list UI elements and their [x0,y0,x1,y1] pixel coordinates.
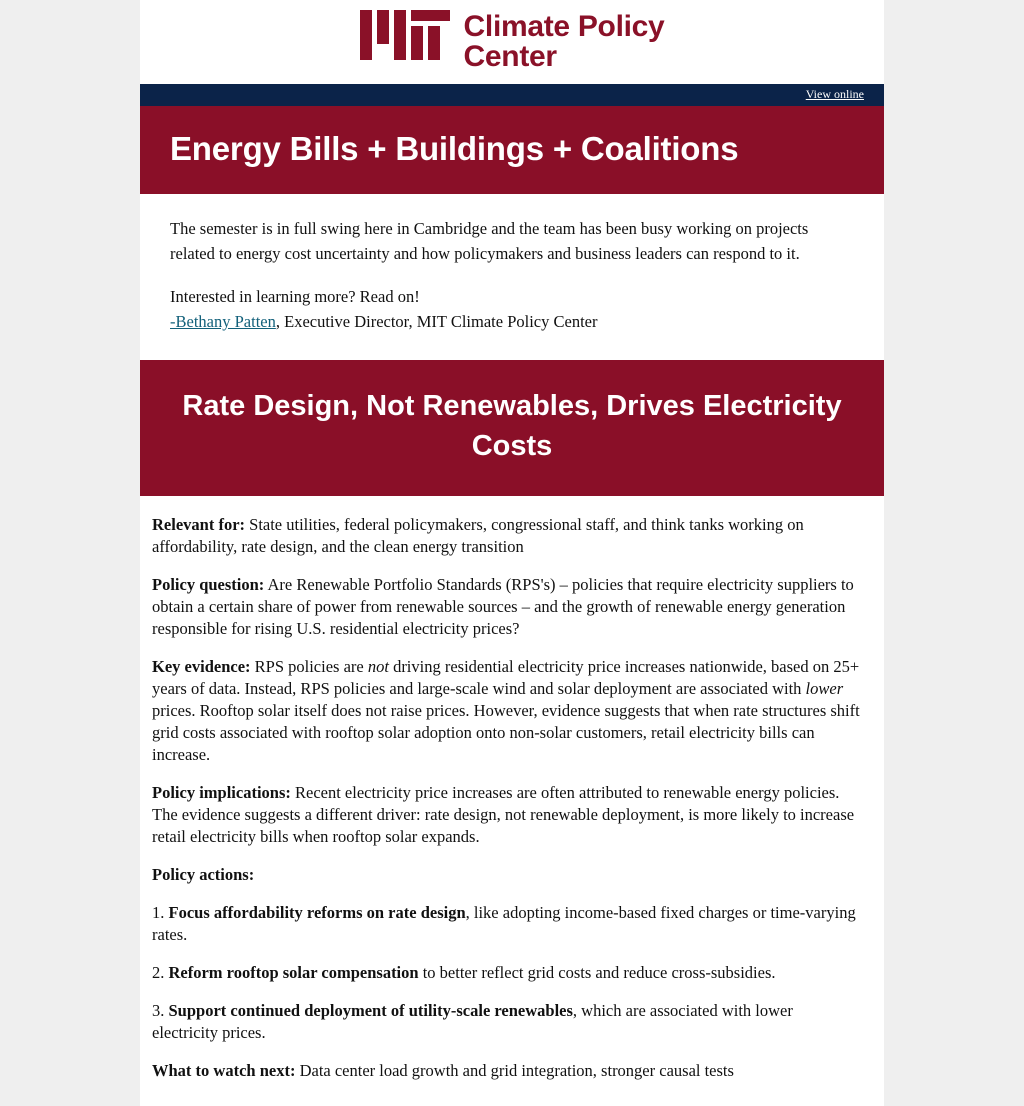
policy-question-paragraph [152,574,862,640]
signature-link[interactable]: -Bethany Patten [170,312,276,331]
key-evidence-part-1: RPS policies are [250,657,368,676]
relevant-for-label: Relevant for: [152,515,246,534]
key-evidence-italic-1: not [367,657,389,676]
logo-wordmark [464,10,665,72]
key-evidence-part-3: prices. Rooftop solar itself does not raise prices. However, evidence suggests that when rate structures shift grid costs associated with rooftop solar adoption onto non-solar customers, retail electricity bills can increase. [152,701,860,764]
article-title: Rate Design, Not Renewables, Drives Electricity Costs [182,390,842,462]
action-3-bold: Support continued deployment of utility-scale renewables [168,1001,573,1020]
action-2-number: 2. [152,963,169,982]
intro-cta-line: Interested in learning more? Read on! [170,287,420,306]
mit-logo-icon [360,10,450,65]
policy-question-text: Are Renewable Portfolio Standards (RPS's) – policies that require electricity suppliers to obtain a certain share of power from renewable sources – and the growth of renewable energy generation responsible for rising U.S. residential electricity prices? [152,575,854,638]
watch-next-label: What to watch next: [152,1061,296,1080]
action-1-rest: , like adopting income-based fixed charges or time-varying rates. [152,903,856,944]
intro-section [140,194,884,360]
newsletter-title-banner [140,106,884,194]
email-container [140,0,884,1106]
logo-line-1: Climate Policy [463,10,665,43]
view-online-bar [140,84,884,106]
policy-action-item-2 [152,962,862,984]
key-evidence-italic-2: lower [805,679,844,698]
action-2-rest: to better reflect grid costs and reduce cross-subsidies. [418,963,776,982]
key-evidence-label: Key evidence: [152,657,251,676]
relevant-for-text: State utilities, federal policymakers, congressional staff, and think tanks working on affordability, rate design, and the clean energy transition [152,515,804,556]
action-3-number: 3. [152,1001,169,1020]
policy-implications-paragraph [152,782,862,848]
policy-actions-heading [152,864,862,886]
intro-paragraph-1: The semester is in full swing here in Cambridge and the team has been busy working on projects related to energy cost uncertainty and how policymakers and business leaders can respond to it. [170,219,809,263]
logo-lockup [360,10,665,72]
policy-actions-label: Policy actions: [152,865,255,884]
email-logo-header [140,0,884,84]
view-online-link[interactable]: View online [805,87,864,101]
action-1-bold: Focus affordability reforms on rate design [168,903,466,922]
action-1-number: 1. [152,903,169,922]
key-evidence-part-2: driving residential electricity price increases nationwide, based on 25+ years of data. Instead, RPS policies and large-scale wind and solar deployment are associated with [152,657,860,698]
policy-question-label: Policy question: [152,575,265,594]
policy-implications-text: Recent electricity price increases are often attributed to renewable energy policies. The evidence suggests a different driver: rate design, not renewable deployment, is more likely to increase retail electricity bills when rooftop solar expands. [152,783,855,846]
logo-line-2: Center [463,40,557,73]
relevant-for-paragraph [152,514,862,558]
policy-implications-label: Policy implications: [152,783,291,802]
newsletter-title: Energy Bills + Buildings + Coalitions [170,130,739,167]
key-evidence-paragraph [152,656,862,766]
policy-action-item-1 [152,902,862,946]
intro-paragraph-2 [170,284,852,334]
watch-next-paragraph [152,1060,862,1082]
article-body [140,496,884,1106]
action-3-rest: , which are associated with lower electricity prices. [152,1001,793,1042]
action-2-bold: Reform rooftop solar compensation [168,963,419,982]
signature-title: , Executive Director, MIT Climate Policy Center [275,312,598,331]
article-title-banner [140,360,884,496]
watch-next-text: Data center load growth and grid integration, stronger causal tests [295,1061,734,1080]
policy-action-item-3 [152,1000,862,1044]
